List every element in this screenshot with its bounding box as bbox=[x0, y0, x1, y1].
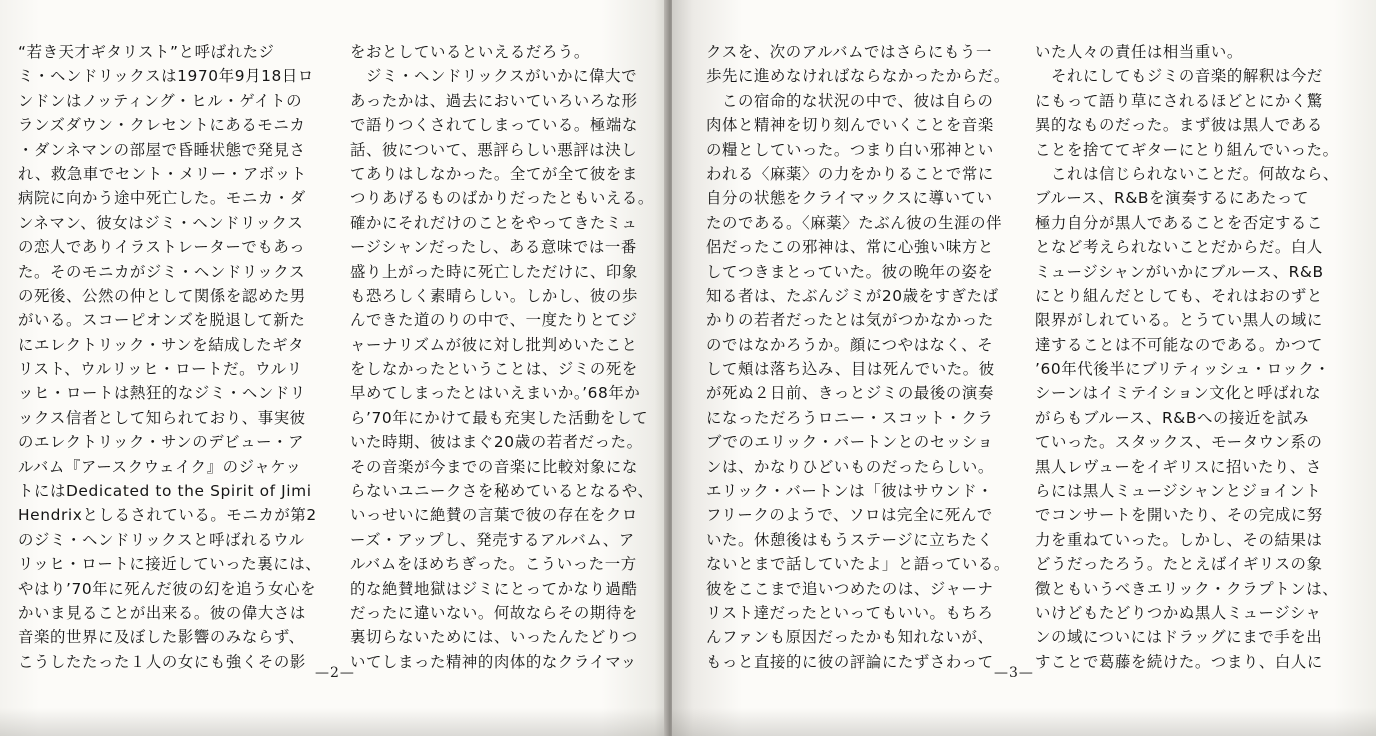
text-line: 肉体と精神を切り刻んでいくことを音楽 bbox=[706, 116, 994, 135]
text-line: 徴ともいうべきエリック・クラプトンは、 bbox=[1035, 579, 1339, 598]
text-line: “若き天才ギタリスト”と呼ばれたジ bbox=[18, 43, 275, 61]
text-line: この宿命的な状況の中で、彼は自らの bbox=[706, 91, 994, 110]
text-line: それにしてもジミの音楽的解釈は今だ bbox=[1035, 67, 1323, 86]
text-line: いっせいに絶賛の言葉で彼の存在をクロ bbox=[350, 506, 638, 525]
text-column-3 bbox=[706, 40, 1010, 674]
text-line: 侶だったこの邪神は、常に心強い味方と bbox=[706, 238, 994, 257]
text-line: 歩先に進めなければならなかったからだ。 bbox=[706, 67, 1010, 86]
text-line: もっと直接的に彼の評論にたずさわって bbox=[706, 652, 994, 671]
text-line: をしなかったということは、ジミの死を bbox=[350, 360, 638, 379]
text-line: して頰は落ち込み、目は死んでいた。彼 bbox=[706, 360, 995, 379]
text-line: フリークのようで、ソロは完全に死んで bbox=[706, 506, 993, 525]
text-line: ないとまで話していたよ」と語っている。 bbox=[706, 555, 1010, 574]
text-line: をおとしているといえるだろう。 bbox=[350, 43, 590, 61]
text-line: 的な絶賛地獄はジミにとってかなり過酷 bbox=[350, 579, 638, 598]
text-line: 盛り上がった時に死亡しただけに、印象 bbox=[350, 262, 638, 281]
text-line: ・ダンネマンの部屋で昏睡状態で発見さ bbox=[18, 140, 306, 159]
text-line: つりあげるものばかりだったともいえる。 bbox=[350, 189, 654, 208]
text-line: が死ぬ２日前、きっとジミの最後の演奏 bbox=[706, 384, 994, 403]
text-line: 極力自分が黒人であることを否定するこ bbox=[1035, 213, 1323, 232]
text-line: 達することは不可能なのである。かつて bbox=[1035, 335, 1323, 354]
text-line: ンは、かなりひどいものだったらしい。 bbox=[706, 457, 994, 476]
text-line: た。そのモニカがジミ・ヘンドリックス bbox=[18, 262, 306, 281]
text-line: クスを、次のアルバムではさらにもう一 bbox=[706, 43, 992, 61]
text-line: でコンサートを開いたり、その完成に努 bbox=[1035, 506, 1323, 525]
text-line: の死後、公然の仲として関係を認めた男 bbox=[18, 286, 306, 305]
text-line: ミ・ヘンドリックスは1970年9月18日ロ bbox=[18, 67, 314, 86]
text-line: すことで葛藤を続けた。つまり、白人に bbox=[1035, 652, 1323, 671]
text-line: 確かにそれだけのことをやってきたミュ bbox=[350, 213, 638, 232]
text-line: ンネマン、彼女はジミ・ヘンドリックス bbox=[18, 213, 304, 232]
text-line: になっただろうロニー・スコット・クラ bbox=[706, 408, 994, 427]
text-line: てありはしなかった。全てが全て彼をま bbox=[350, 164, 638, 183]
text-line: かいま見ることが出来る。彼の偉大さは bbox=[18, 603, 306, 622]
text-line: こうしたたった１人の女にも強くその影 bbox=[18, 652, 306, 671]
text-line: だったに違いない。何故ならその期待を bbox=[350, 603, 638, 622]
text-line: ンドンはノッティング・ヒル・ゲイトの bbox=[18, 91, 303, 110]
left-page bbox=[0, 0, 668, 736]
text-line: いた時期、彼はまぐ20歳の若者だった。 bbox=[350, 433, 643, 452]
text-line: にエレクトリック・サンを結成したギタ bbox=[18, 335, 304, 354]
text-line: んファンも原因だったかも知れないが、 bbox=[706, 628, 994, 647]
text-line: ら’70年にかけて最も充実した活動をして bbox=[350, 408, 649, 427]
text-line: のではなかろうか。顔につやはなく、そ bbox=[706, 335, 994, 354]
text-line: ていった。スタックス、モータウン系の bbox=[1035, 433, 1323, 452]
text-line: ジミ・ヘンドリックスがいかに偉大で bbox=[350, 67, 638, 86]
text-line: の糧としていった。つまり白い邪神とい bbox=[706, 140, 994, 159]
text-line: リスト、ウルリッヒ・ロートだ。ウルリ bbox=[18, 360, 303, 379]
text-line: ’60年代後半にブリティッシュ・ロック・ bbox=[1035, 360, 1331, 379]
text-line: いけどもたどりつかぬ黒人ミュージシャ bbox=[1035, 603, 1322, 622]
text-line: 早めてしまったとはいえまいか。’68年か bbox=[350, 384, 641, 403]
text-line: いた人々の責任は相当重い。 bbox=[1035, 43, 1243, 61]
text-line: れ、救急車でセント・メリー・アボット bbox=[18, 164, 307, 183]
text-line: にとり組んだとしても、それはおのずと bbox=[1035, 286, 1323, 305]
text-line: 知る者は、たぶんジミが20歳をすぎたば bbox=[706, 286, 999, 305]
text-line: ランズダウン・クレセントにあるモニカ bbox=[18, 116, 306, 135]
text-line: ことを捨ててギターにとり組んでいった。 bbox=[1035, 140, 1339, 159]
right-page bbox=[672, 0, 1376, 736]
text-line: どうだったろう。たとえばイギリスの象 bbox=[1035, 555, 1323, 574]
text-line: ンの域についにはドラッグにまで手を出 bbox=[1035, 628, 1323, 647]
text-line: トにはDedicated to the Spirit of Jimi bbox=[18, 482, 312, 501]
page-shadow bbox=[672, 708, 1376, 736]
page-number-left: —2— bbox=[315, 665, 355, 681]
text-line: やはり’70年に死んだ彼の幻を追う女心を bbox=[18, 579, 317, 598]
text-line: にもって語り草にされるほどとにかく驚 bbox=[1035, 91, 1323, 110]
text-line: で語りつくされてしまっている。極端な bbox=[350, 116, 638, 135]
text-line: らには黒人ミュージシャンとジョイント bbox=[1035, 482, 1322, 501]
text-line: いてしまった精神的肉体的なクライマッ bbox=[350, 652, 637, 671]
text-line: ックス信者として知られており、事実彼 bbox=[18, 408, 306, 427]
text-line: 裏切らないためには、いったんたどりつ bbox=[350, 628, 638, 647]
text-line: がらもブルース、R&Bへの接近を試み bbox=[1035, 408, 1309, 427]
text-line: これは信じられないことだ。何故なら、 bbox=[1035, 164, 1339, 183]
page-number-right: —3— bbox=[994, 665, 1034, 681]
text-line: ーズ・アップし、発売するアルバム、ア bbox=[350, 530, 635, 549]
text-line: となど考えられないことだからだ。白人 bbox=[1035, 238, 1323, 257]
text-column-1 bbox=[18, 40, 322, 674]
text-line: その音楽が今までの音楽に比較対象にな bbox=[350, 457, 638, 476]
text-line: 自分の状態をクライマックスに導いてい bbox=[706, 189, 993, 208]
text-line: らないユニークさを秘めているとなるや、 bbox=[350, 482, 654, 501]
text-line: 力を重ねていった。しかし、その結果は bbox=[1035, 530, 1323, 549]
text-line: ブルース、R&Bを演奏するにあたって bbox=[1035, 189, 1309, 208]
text-line: ルバムをほめちぎった。こういった一方 bbox=[350, 555, 637, 574]
text-line: ミュージシャンがいかにブルース、R&B bbox=[1035, 262, 1324, 281]
text-line: たのである。〈麻薬〉たぶん彼の生涯の伴 bbox=[706, 213, 1003, 232]
text-line: 話、彼について、悪評らしい悪評は決し bbox=[350, 140, 638, 159]
text-line: かりの若者だったとは気がつかなかった bbox=[706, 311, 994, 330]
text-line: ッヒ・ロートは熱狂的なジミ・ヘンドリ bbox=[18, 384, 306, 403]
text-line: 病院に向かう途中死亡した。モニカ・ダ bbox=[18, 189, 306, 208]
text-line: ブでのエリック・バートンとのセッショ bbox=[706, 433, 994, 452]
text-line: いた。休憩後はもうステージに立ちたく bbox=[706, 530, 994, 549]
text-line: 異的なものだった。まず彼は黒人である bbox=[1035, 116, 1323, 135]
text-line: ージシャンだったし、ある意味では一番 bbox=[350, 238, 637, 257]
text-column-2 bbox=[350, 40, 654, 674]
text-line: エリック・バートンは「彼はサウンド・ bbox=[706, 482, 994, 501]
text-line: 限界がしれている。とうてい黒人の域に bbox=[1035, 311, 1323, 330]
text-line: 彼をここまで追いつめたのは、ジャーナ bbox=[706, 579, 994, 598]
page-shadow bbox=[0, 708, 668, 736]
text-line: のエレクトリック・サンのデビュー・ア bbox=[18, 433, 305, 452]
text-line: 音楽的世界に及ぼした影響のみならず、 bbox=[18, 628, 305, 647]
text-line: も恐ろしく素晴らしい。しかし、彼の歩 bbox=[350, 286, 638, 305]
text-line: あったかは、過去においていろいろな形 bbox=[350, 91, 638, 110]
text-line: リスト達だったといってもいい。もちろ bbox=[706, 603, 994, 622]
text-line: シーンはイミテイション文化と呼ばれな bbox=[1035, 384, 1322, 403]
text-line: がいる。スコーピオンズを脱退して新た bbox=[18, 311, 306, 330]
text-line: のジミ・ヘンドリックスと呼ばれるウル bbox=[18, 530, 305, 549]
text-line: 黒人レヴューをイギリスに招いたり、さ bbox=[1035, 457, 1322, 476]
text-line: ルバム『アースクウェイク』のジャケッ bbox=[18, 457, 302, 476]
text-line: リッヒ・ロートに接近していった裏には、 bbox=[18, 555, 322, 574]
text-column-4 bbox=[1035, 40, 1355, 674]
text-line: ャーナリズムが彼に対し批判めいたこと bbox=[350, 335, 638, 354]
text-line: の恋人でありイラストレーターでもあっ bbox=[18, 238, 306, 257]
text-line: してつきまとっていた。彼の晩年の姿を bbox=[706, 262, 994, 281]
text-line: われる〈麻薬〉の力をかりることで常に bbox=[706, 164, 994, 183]
text-line: んできた道のりの中で、一度たりとてジ bbox=[350, 311, 638, 330]
text-line: Hendrixとしるされている。モニカが第2 bbox=[18, 506, 317, 525]
